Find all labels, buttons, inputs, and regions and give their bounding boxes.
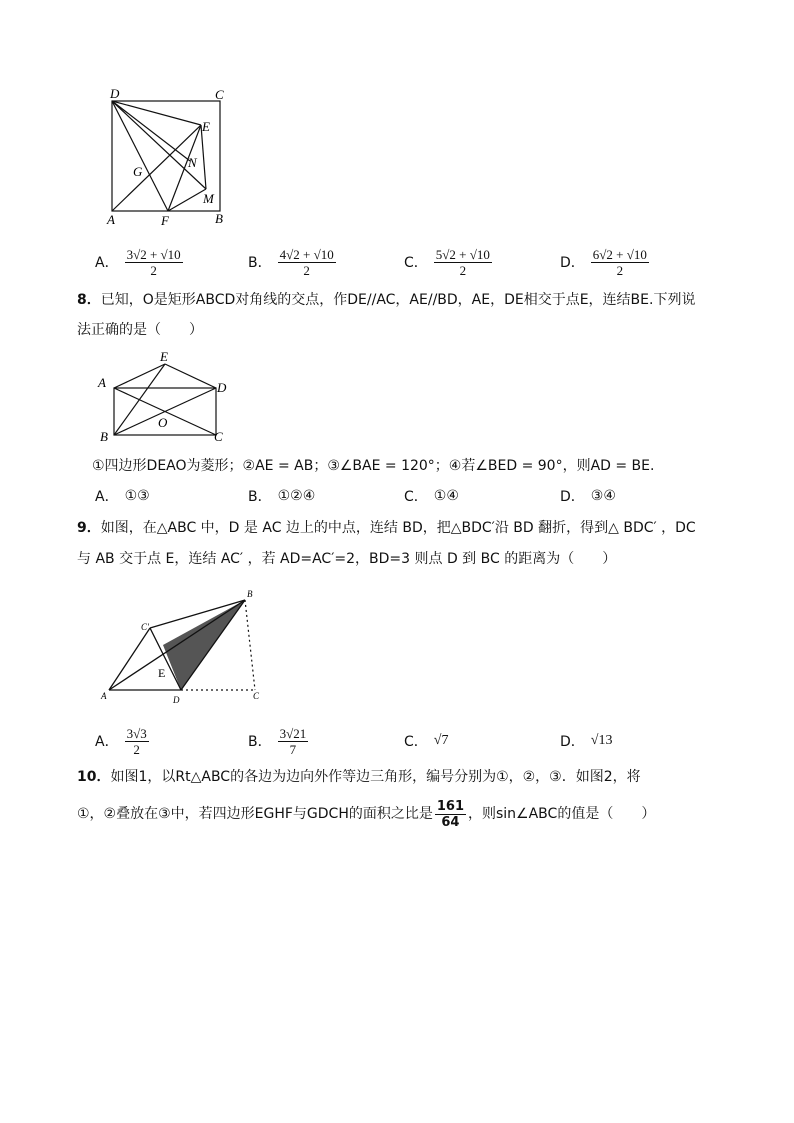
q7-label-g: G [133,164,143,179]
q7-label-b: B [215,211,223,226]
q8-option-d[interactable]: D． ③④ [560,488,616,505]
q7-label-c: C [215,87,224,102]
q10-ratio: $\frac{161}{64}$ [436,798,464,830]
q8-label-d: D [217,380,227,395]
q7-label-n: N [188,155,197,170]
q9-label-e: E [158,666,166,680]
q9-label-c-prime: C' [141,622,149,632]
q9-option-c[interactable]: C． √7 [404,733,449,750]
q9-label-c: C [253,691,260,701]
q8-label-a: A [98,375,106,390]
q8-option-c[interactable]: C． ①④ [404,488,459,505]
q7-option-a[interactable]: A． $\frac{3√2 + √10}{2}$ [95,246,181,278]
q9-stem-line2: 与 AB 交于点 E，连结 AC′ ，若 AD=AC′=2，BD=3 则点 D 到 BC 的距离为（ ） [77,551,617,567]
q9-label-a: A [101,691,107,701]
q7-label-a: A [107,212,115,227]
q8-option-a[interactable]: A． ①③ [95,488,150,505]
q9-stem-line1: 9．如图，在△ABC 中，D 是 AC 边上的中点，连结 BD，把△BDC′沿 BD 翻折，得到△ BDC′ ，DC [77,520,696,536]
q8-statements: ①四边形DEAO为菱形；②AE = AB；③∠BAE = 120°；④若∠BED = 90°，则AD = BE. [92,458,655,474]
q7-option-d[interactable]: D． $\frac{6√2 + √10}{2}$ [560,246,647,278]
q8-stem-line2: 法正确的是（ ） [77,322,203,338]
q7-option-b[interactable]: B． $\frac{4√2 + √10}{2}$ [248,246,334,278]
q9-label-b: B [247,589,253,599]
q7-figure [100,85,240,230]
q8-label-e: E [160,349,168,364]
q7-label-e: E [202,119,210,134]
q9-figure [95,585,270,710]
q9-option-b[interactable]: B． $\frac{3√21}{7}$ [248,725,307,757]
q8-label-b: B [100,429,108,444]
q8-option-b[interactable]: B． ①②④ [248,488,316,505]
q7-label-m: M [203,191,214,206]
q9-option-a[interactable]: A． $\frac{3√3}{2}$ [95,725,147,757]
q7-label-f: F [161,213,169,228]
q8-stem-line1: 8．已知，O是矩形ABCD对角线的交点，作DE//AC，AE//BD，AE，DE相交于点E，连结BE.下列说 [77,292,696,308]
q10-stem-line2: ①，②叠放在③中，若四边形EGHF与GDCH的面积之比是 $\frac{161}{64}$ ，则sin∠ABC的值是（ ） [77,798,656,830]
q7-option-c[interactable]: C． $\frac{5√2 + √10}{2}$ [404,246,490,278]
q9-label-d: D [173,695,180,705]
q8-label-c: C [214,429,223,444]
q7-label-d: D [110,86,120,101]
q9-option-d[interactable]: D． √13 [560,733,613,750]
q8-label-o: O [158,415,168,430]
q10-stem-line1: 10．如图1，以Rt△ABC的各边为边向外作等边三角形，编号分别为①，②，③．如图2，将 [77,769,641,785]
q8-figure [92,348,242,448]
